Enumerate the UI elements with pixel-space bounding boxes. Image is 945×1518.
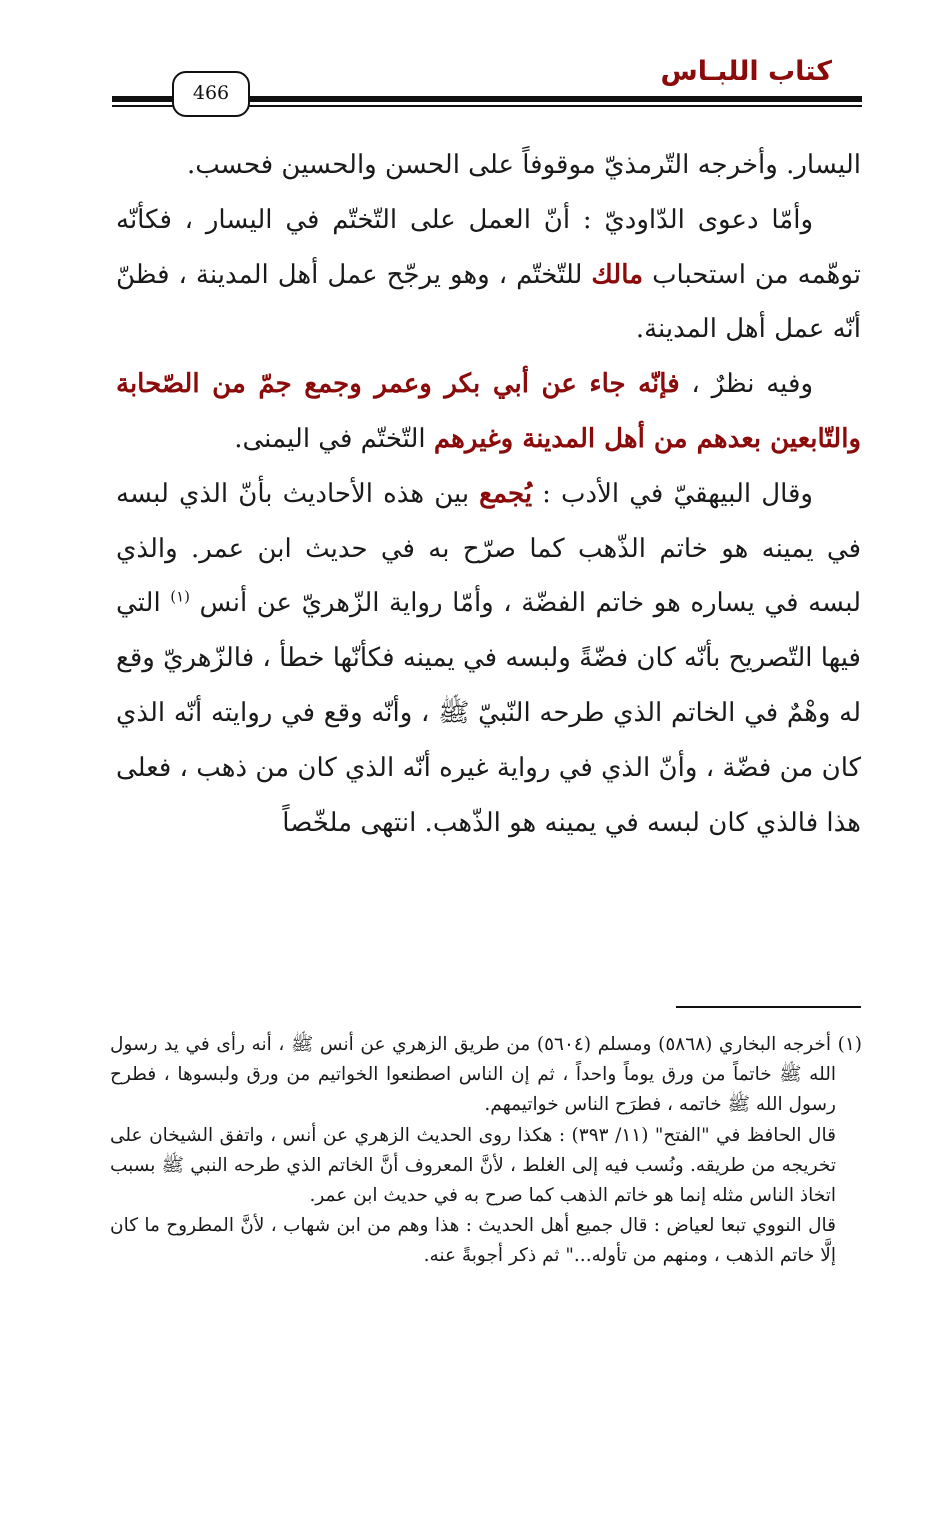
footnote-1-continuation-fath: قال الحافظ في "الفتح" (١١/ ٣٩٣) : هكذا روى الحديث الزهري عن أنس ، واتفق الشيخان على تخريجه من طريقه. ونُسب فيه إلى الغلط ، لأنَّ المعروف أنَّ الخاتم الذي طرحه النبي ﷺ بسبب اتخاذ الناس مثله إنما هو خاتم الذهب كما صرح به في حديث ابن عمر. <box>110 1124 836 1207</box>
paragraph-2 <box>116 193 861 357</box>
footnotes <box>110 1030 862 1272</box>
highlight-companions: فإنّه جاء عن أبي بكر وعمر وجمع جمّ من الصّحابة والتّابعين بعدهم من أهل المدينة وغيرهم <box>116 369 861 454</box>
paragraph-4-text-a: وقال البيهقيّ في الأدب : <box>532 478 813 509</box>
paragraph-1 <box>116 138 861 193</box>
paragraph-3 <box>116 357 861 467</box>
paragraph-4 <box>116 467 861 851</box>
paragraph-3-text-b: التّختّم في اليمنى. <box>234 423 434 454</box>
page-header <box>112 52 862 112</box>
footnote-separator <box>676 1006 861 1008</box>
highlight-malik: مالك <box>591 259 644 290</box>
paragraph-2-text-b: للتّختّم ، وهو يرجّح عمل أهل المدينة ، فظنّ أنّه عمل أهل المدينة. <box>116 259 861 345</box>
footnote-1-continuation-nawawi: قال النووي تبعا لعياض : قال جميع أهل الحديث : هذا وهم من ابن شهاب ، لأنَّ المطروح ما كان إلَّا خاتم الذهب ، ومنهم من تأوله..." ثم ذكر أجوبةً عنه. <box>110 1215 836 1267</box>
paragraph-1-text: اليسار. وأخرجه التّرمذيّ موقوفاً على الحسن والحسين فحسب. <box>186 150 861 180</box>
page-number: 466 <box>172 71 250 117</box>
book-title: كتاب اللبـاس <box>660 56 832 87</box>
paragraph-4-text-c: التي فيها التّصريح بأنّه كان فضّةً ولبسه في يمينه فكأنّها خطأ ، فالزّهريّ وقع له وهْمٌ في الخاتم الذي طرحه النّبيّ ﷺ ، وأنّه وقع في روايته أنّه الذي كان من فضّة ، وأنّ الذي في رواية غيره أنّه الذي كان من ذهب ، فعلى هذا فالذي كان لبسه في يمينه هو الذّهب. انتهى ملخّصاً <box>116 588 861 838</box>
paragraph-2-text-a: وأمّا دعوى الدّاوديّ : أنّ العمل على التّختّم في اليسار ، فكأنّه توهّمه من استحباب <box>116 204 861 290</box>
footnote-reference-1[interactable]: (١) <box>170 587 190 606</box>
footnote-1: (١) أخرجه البخاري (٥٨٦٨) ومسلم (٥٦٠٤) من طريق الزهري عن أنس ﷺ ، أنه رأى في يد رسول الله ﷺ خاتماً من ورق يوماً واحداً ، ثم إن الناس اصطنعوا الخواتيم من ورق ولبسوها ، فطرح رسول الله ﷺ خاتمه ، فطرَح الناس خواتيمهم. <box>110 1034 862 1116</box>
paragraph-4-text-b: بين هذه الأحاديث بأنّ الذي لبسه في يمينه هو خاتم الذّهب كما صرّح به في حديث ابن عمر. والذي لبسه في يساره هو خاتم الفضّة ، وأمّا رواية الزّهريّ عن أنس <box>116 478 861 619</box>
paragraph-3-text-a: وفيه نظرٌ ، <box>679 369 814 400</box>
main-text <box>116 138 861 850</box>
highlight-yujma: يُجمع <box>479 478 533 509</box>
